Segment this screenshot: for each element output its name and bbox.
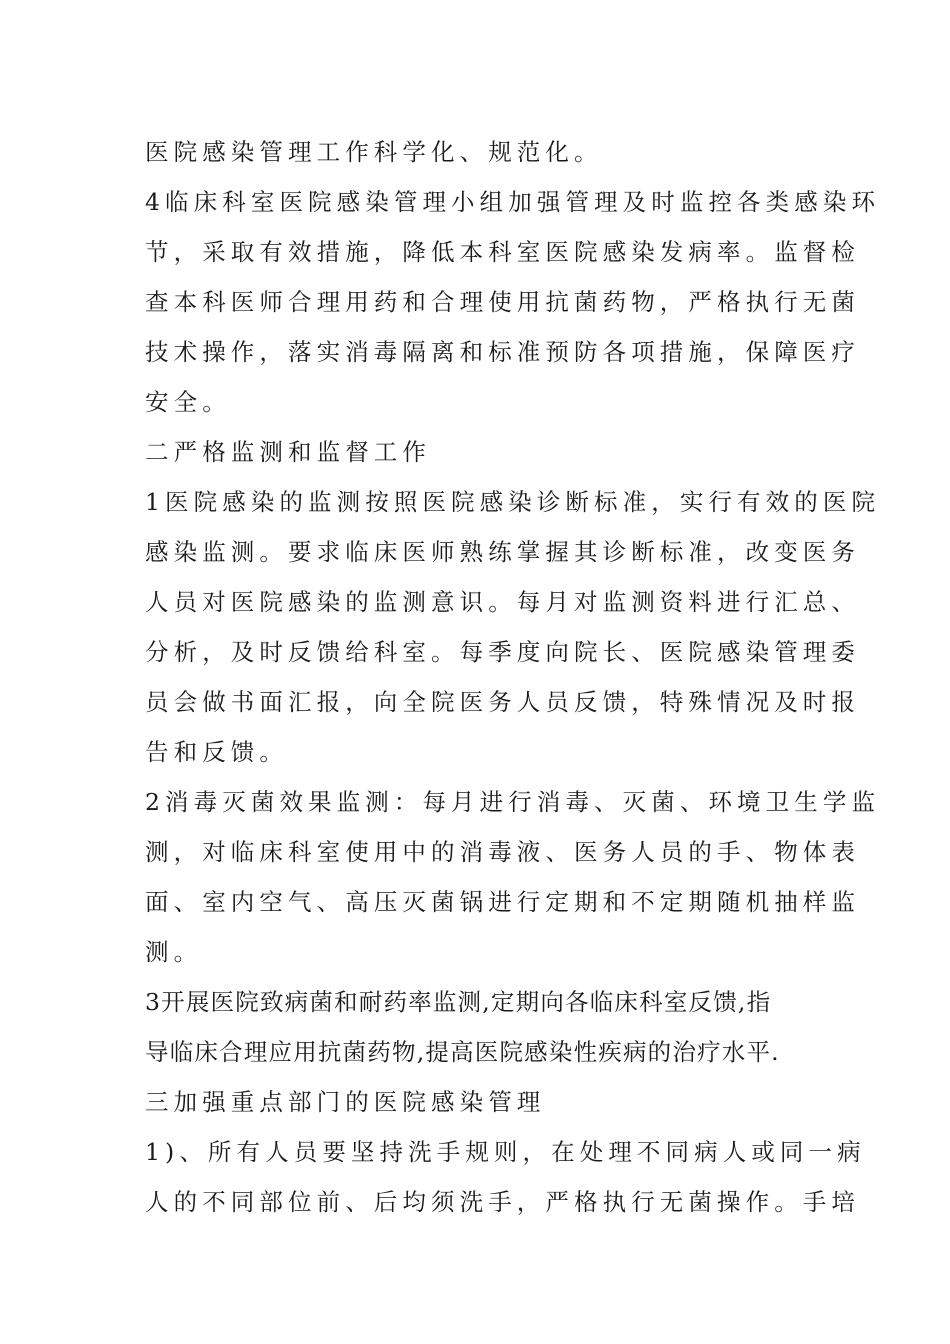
text-line: 告和反馈。 [145, 738, 288, 766]
text-line: 导临床合理应用抗菌药物,提高医院感染性疾病的治疗水平. [145, 1038, 780, 1066]
text-line: 查本科医师合理用药和合理使用抗菌药物，严格执行无菌 [145, 288, 860, 316]
text-line: 分析，及时反馈给科室。每季度向院长、医院感染管理委 [145, 638, 860, 666]
text-line: 人的不同部位前、后均须洗手，严格执行无菌操作。手培 [145, 1188, 860, 1216]
text-line: 测。 [145, 938, 203, 966]
text-line: 4临床科室医院感染管理小组加强管理及时监控各类感染环 [145, 188, 881, 216]
section-heading: 三加强重点部门的医院感染管理 [145, 1088, 546, 1116]
text-line: 面、室内空气、高压灭菌锅进行定期和不定期随机抽样监 [145, 888, 860, 916]
text-line: 医院感染管理工作科学化、规范化。 [145, 138, 603, 166]
text-line: 节，采取有效措施，降低本科室医院感染发病率。监督检 [145, 238, 860, 266]
text-line: 测，对临床科室使用中的消毒液、医务人员的手、物体表 [145, 838, 860, 866]
text-line: 员会做书面汇报，向全院医务人员反馈，特殊情况及时报 [145, 688, 860, 716]
section-heading: 二严格监测和监督工作 [145, 438, 431, 466]
text-line: 技术操作，落实消毒隔离和标准预防各项措施，保障医疗 [145, 338, 860, 366]
text-line: 1医院感染的监测按照医院感染诊断标准，实行有效的医院 [145, 488, 881, 516]
text-line: 2消毒灭菌效果监测：每月进行消毒、灭菌、环境卫生学监 [145, 788, 881, 816]
document-page [145, 127, 881, 1227]
text-line: 1)、所有人员要坚持洗手规则，在处理不同病人或同一病 [145, 1138, 866, 1166]
text-line: 人员对医院感染的监测意识。每月对监测资料进行汇总、 [145, 588, 860, 616]
text-line: 3开展医院致病菌和耐药率监测,定期向各临床科室反馈,指 [145, 988, 772, 1016]
text-line: 安全。 [145, 388, 231, 416]
text-line: 感染监测。要求临床医师熟练掌握其诊断标准，改变医务 [145, 538, 860, 566]
